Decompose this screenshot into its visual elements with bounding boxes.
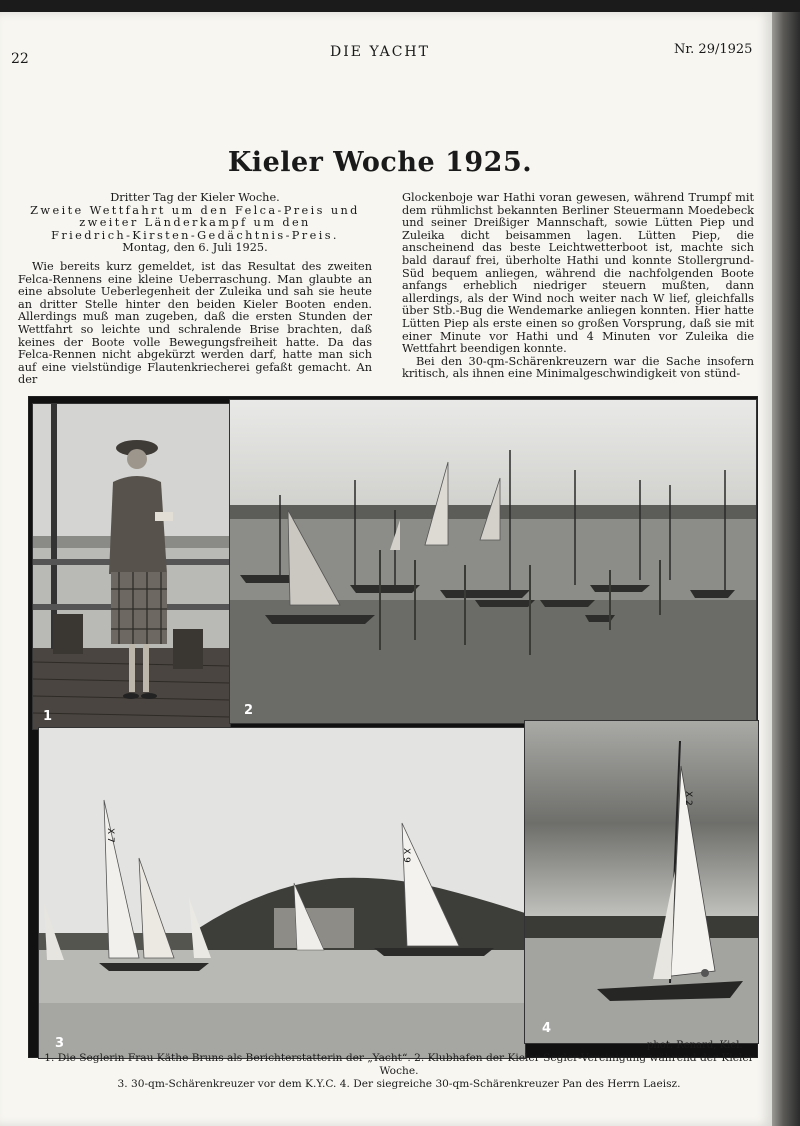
right-body-text: Glockenboje war Hathi voran gewesen, während Trumpf mit dem rühmlichst bekannten Berliner Steuermann Moedebeck und seiner Dreißiger Mannschaft, sowie Lütten Piep und Zuleika dicht beisammen lagen. Lütten Piep, die anscheinend das beste Leichtwetterboot ist, machte sich bald darauf frei, überholte Hathi und konnte Stollergrund-Süd bequem anliegen, während die nachfolgenden Boote anfangs erheblich niedriger steuern mußten, dann allerdings, als der Wind noch weiter nach W lief, gleichfalls über Stb.-Bug die Wendemarke anliegen konnten. Hier hatte Lütten Piep als erste einen so großen Vorsprung, daß sie mit einer Minute vor Hathi und 4 Minuten vor Zuleika die Wettfahrt beendigen konnte. (402, 191, 754, 356)
photo-credit: phot. Renard, Kiel. (647, 1040, 743, 1051)
right-paragraph-2: Bei den 30-qm-Schärenkreuzern war die Sache insofern kritisch, als ihnen eine Minimalgeschwindigkeit von stünd- (402, 354, 754, 381)
photo-3-number: 3 (55, 1036, 65, 1051)
photo-2-image (230, 400, 756, 723)
event-line-2: zweiter Länderkampf um den (79, 216, 311, 230)
photo-caption (24, 1052, 774, 1091)
report-date: Montag, den 6. Juli 1925. (122, 241, 268, 255)
caption-line-2: 3. 30-qm-Schärenkreuzer vor dem K.Y.C. 4. Der siegreiche 30-qm-Schärenkreuzer Pan des Herrn Laeisz. (117, 1078, 681, 1090)
sail-mark-x7: X 7 (105, 828, 115, 843)
photo-2-number: 2 (244, 703, 254, 718)
sail-mark-x9: X 9 (401, 848, 411, 863)
photo-1-image (33, 404, 230, 729)
event-line-1: Zweite Wettfahrt um den Felca-Preis und (30, 203, 360, 217)
photo-3-image (39, 728, 525, 1058)
page-number: 22 (11, 51, 29, 67)
photo-collage (28, 396, 758, 1058)
right-column (402, 192, 754, 381)
running-title: DIE YACHT (330, 44, 430, 60)
article-title: Kieler Woche 1925. (227, 147, 533, 178)
day-heading: Dritter Tag der Kieler Woche. (110, 191, 280, 204)
left-column (18, 192, 372, 387)
photo-woman-reporter (32, 403, 231, 730)
caption-line-1: 1. Die Seglerin Frau Käthe Bruns als Berichterstatterin der „Yacht“. 2. Klubhafen der Kieler Segler-Vereinigung während der Kieler Woche. (44, 1052, 754, 1077)
book-gutter (772, 12, 800, 1126)
photo-winning-boat-pan (524, 720, 759, 1044)
photo-1-number: 1 (43, 709, 53, 724)
photo-club-harbour (229, 399, 757, 724)
issue-number: Nr. 29/1925 (674, 42, 753, 57)
event-line-3: Friedrich-Kirsten-Gedächtnis-Preis. (51, 228, 339, 242)
photo-schaerenkreuzer-kyc (38, 727, 526, 1059)
photo-4-image (525, 721, 758, 1043)
sail-mark-x2: X 2 (683, 791, 693, 806)
photo-4-number: 4 (542, 1021, 552, 1036)
left-body-text: Wie bereits kurz gemeldet, ist das Resultat des zweiten Felca-Rennens eine kleine Ueberraschung. Man glaubte an eine absolute Ueberlegenheit der Zuleika und sah sie heute an dritter Stelle hinter den beiden Kieler Booten enden. Allerdings muß man zugeben, daß die ersten Stunden der Wettfahrt so leichte und schralende Brise brachten, daß keines der Boote volle Bewegungsfreiheit hatte. Da das Felca-Rennen nicht abgekürzt werden darf, hatte man sich auf eine vielstündige Flautenkriecherei gefaßt gemacht. An der (18, 259, 372, 387)
